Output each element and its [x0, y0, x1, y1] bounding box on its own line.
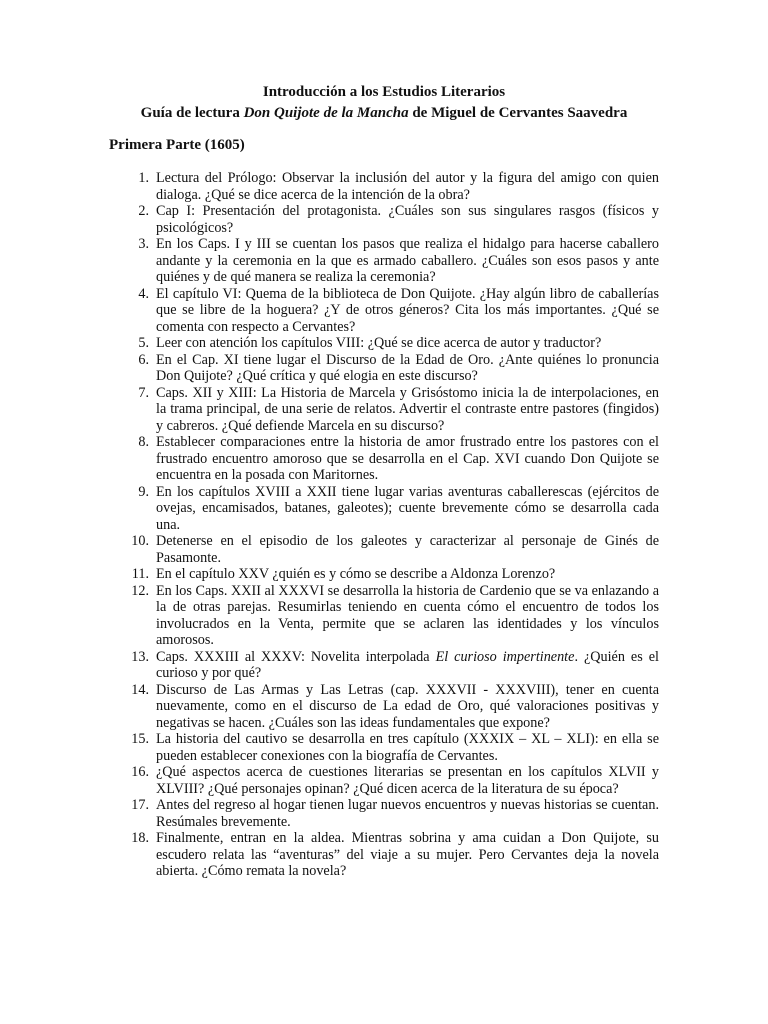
- list-item: [109, 583, 659, 649]
- item-number: 6.: [138, 351, 149, 368]
- item-number: 18.: [131, 830, 149, 846]
- item-number: 16.: [131, 764, 149, 780]
- list-item: [109, 533, 659, 566]
- list-item: [109, 434, 659, 484]
- item-text: Detenerse en el episodio de los galeotes y caracterizar al personaje de Ginés de Pasamonte.: [156, 533, 659, 566]
- item-text: Lectura del Prólogo: Observar la inclusión del autor y la figura del amigo con quien dialoga. ¿Qué se dice acerca de la intención de la obra?: [156, 170, 659, 203]
- item-number: 15.: [131, 731, 149, 747]
- section-heading: Primera Parte (1605): [109, 137, 245, 153]
- document-title: Introducción a los Estudios Literarios: [262, 84, 506, 100]
- question-list: [109, 170, 659, 880]
- item-number: 3.: [138, 236, 149, 252]
- item-text: El capítulo VI: Quema de la biblioteca de Don Quijote. ¿Hay algún libro de caballerías que se libre de la hoguera? ¿Y de otros géneros? Cita los más importantes. ¿Qué se comenta con respecto a Cervantes?: [156, 285, 659, 335]
- list-item: [109, 335, 659, 352]
- item-number: 10.: [131, 533, 149, 549]
- item-number: 8.: [138, 434, 149, 450]
- list-item: [109, 649, 659, 682]
- list-item: [109, 385, 659, 435]
- item-number: 17.: [131, 797, 149, 813]
- list-item: [109, 484, 659, 534]
- item-text: En los capítulos XVIII a XXII tiene lugar varias aventuras caballerescas (ejércitos de ovejas, encamisados, batanes, galeotes); cuente brevemente cómo se desarrolla cada una.: [156, 483, 659, 533]
- item-text: En el capítulo XXV ¿quién es y cómo se describe a Aldonza Lorenzo?: [156, 566, 556, 582]
- item-number: 14.: [131, 681, 149, 698]
- item-text: ¿Qué aspectos acerca de cuestiones literarias se presentan en los capítulos XLVII y XLVIII? ¿Qué personajes opinan? ¿Qué dicen acerca de la literatura de su época?: [156, 764, 659, 797]
- item-number: 5.: [138, 335, 149, 351]
- list-item: [109, 797, 659, 830]
- item-text: Caps. XII y XIII: La Historia de Marcela y Grisóstomo inicia la de interpolaciones, en la trama principal, de una serie de relatos. Advertir el contraste entre pastores (fingidos) y cabreros. ¿Qué defiende Marcela en su discurso?: [156, 384, 659, 434]
- item-number: 11.: [131, 566, 149, 582]
- list-item: [109, 170, 659, 203]
- document-header: [0, 82, 768, 124]
- item-text: Discurso de Las Armas y Las Letras (cap. XXXVII - XXXVIII), tener en cuenta nuevamente, como en el discurso de La edad de Oro, qué valoraciones positivas y negativas se hacen. ¿Cuáles son las ideas fundamentales que expone?: [156, 681, 659, 731]
- list-item: [109, 566, 659, 583]
- item-text-italic-title: El curioso impertinente: [435, 648, 575, 665]
- list-item: [109, 682, 659, 732]
- item-text: En el Cap. XI tiene lugar el Discurso de la Edad de Oro. ¿Ante quiénes lo pronuncia Don Quijote? ¿Qué crítica y qué elogia en este discurso?: [156, 351, 659, 384]
- item-text-after: . ¿Quién es el curioso y por qué?: [156, 648, 659, 681]
- item-number: 13.: [131, 648, 149, 665]
- list-item: [109, 352, 659, 385]
- item-text: En los Caps. I y III se cuentan los pasos que realiza el hidalgo para hacerse caballero andante y la ceremonia en la que es armado caballero. ¿Cuáles son esos pasos y ante quiénes y de qué manera se realiza la ceremonia?: [156, 236, 659, 285]
- item-number: 1.: [138, 170, 149, 186]
- item-text: Antes del regreso al hogar tienen lugar nuevos encuentros y nuevas historias se cuentan. Resúmales brevemente.: [156, 797, 659, 830]
- subtitle-prefix: Guía de lectura: [140, 105, 244, 121]
- item-text-before: Caps. XXXIII al XXXV: Novelita interpolada: [156, 648, 436, 665]
- item-text: Leer con atención los capítulos VIII: ¿Qué se dice acerca de autor y traductor?: [156, 335, 602, 351]
- list-item: [109, 731, 659, 764]
- item-number: 7.: [138, 384, 149, 401]
- item-number: 2.: [138, 203, 149, 219]
- document-subtitle: [0, 103, 768, 124]
- list-item: [109, 830, 659, 880]
- item-number: 4.: [138, 285, 149, 302]
- item-number: 12.: [131, 582, 149, 599]
- list-item: [109, 286, 659, 336]
- list-item: [109, 203, 659, 236]
- list-item: [109, 764, 659, 797]
- item-text: Cap I: Presentación del protagonista. ¿Cuáles son sus singulares rasgos (físicos y psicológicos?: [156, 203, 659, 236]
- list-item: [109, 236, 659, 286]
- item-text: En los Caps. XXII al XXXVI se desarrolla la historia de Cardenio que se va enlazando a la de otras parejas. Resumirlas teniendo en cuenta cómo el encuentro de todos los involucrados en la Venta, permite que se aclaren las identidades y los vínculos amorosos.: [156, 582, 659, 648]
- item-text: La historia del cautivo se desarrolla en tres capítulo (XXXIX – XL – XLI): en ella se pueden establecer conexiones con la biografía de Cervantes.: [156, 731, 659, 764]
- item-text: Establecer comparaciones entre la historia de amor frustrado entre los pastores con el frustrado encuentro amoroso que se desarrolla en el Cap. XVI cuando Don Quijote se encuentra en la posada con Maritornes.: [156, 434, 659, 483]
- subtitle-work-title: Don Quijote de la Mancha: [243, 105, 409, 121]
- item-number: 9.: [138, 483, 149, 500]
- item-text: Finalmente, entran en la aldea. Mientras sobrina y ama cuidan a Don Quijote, su escudero relata las “aventuras” del viaje a su mujer. Pero Cervantes deja la novela abierta. ¿Cómo remata la novela?: [156, 830, 659, 879]
- subtitle-suffix: de Miguel de Cervantes Saavedra: [408, 105, 628, 121]
